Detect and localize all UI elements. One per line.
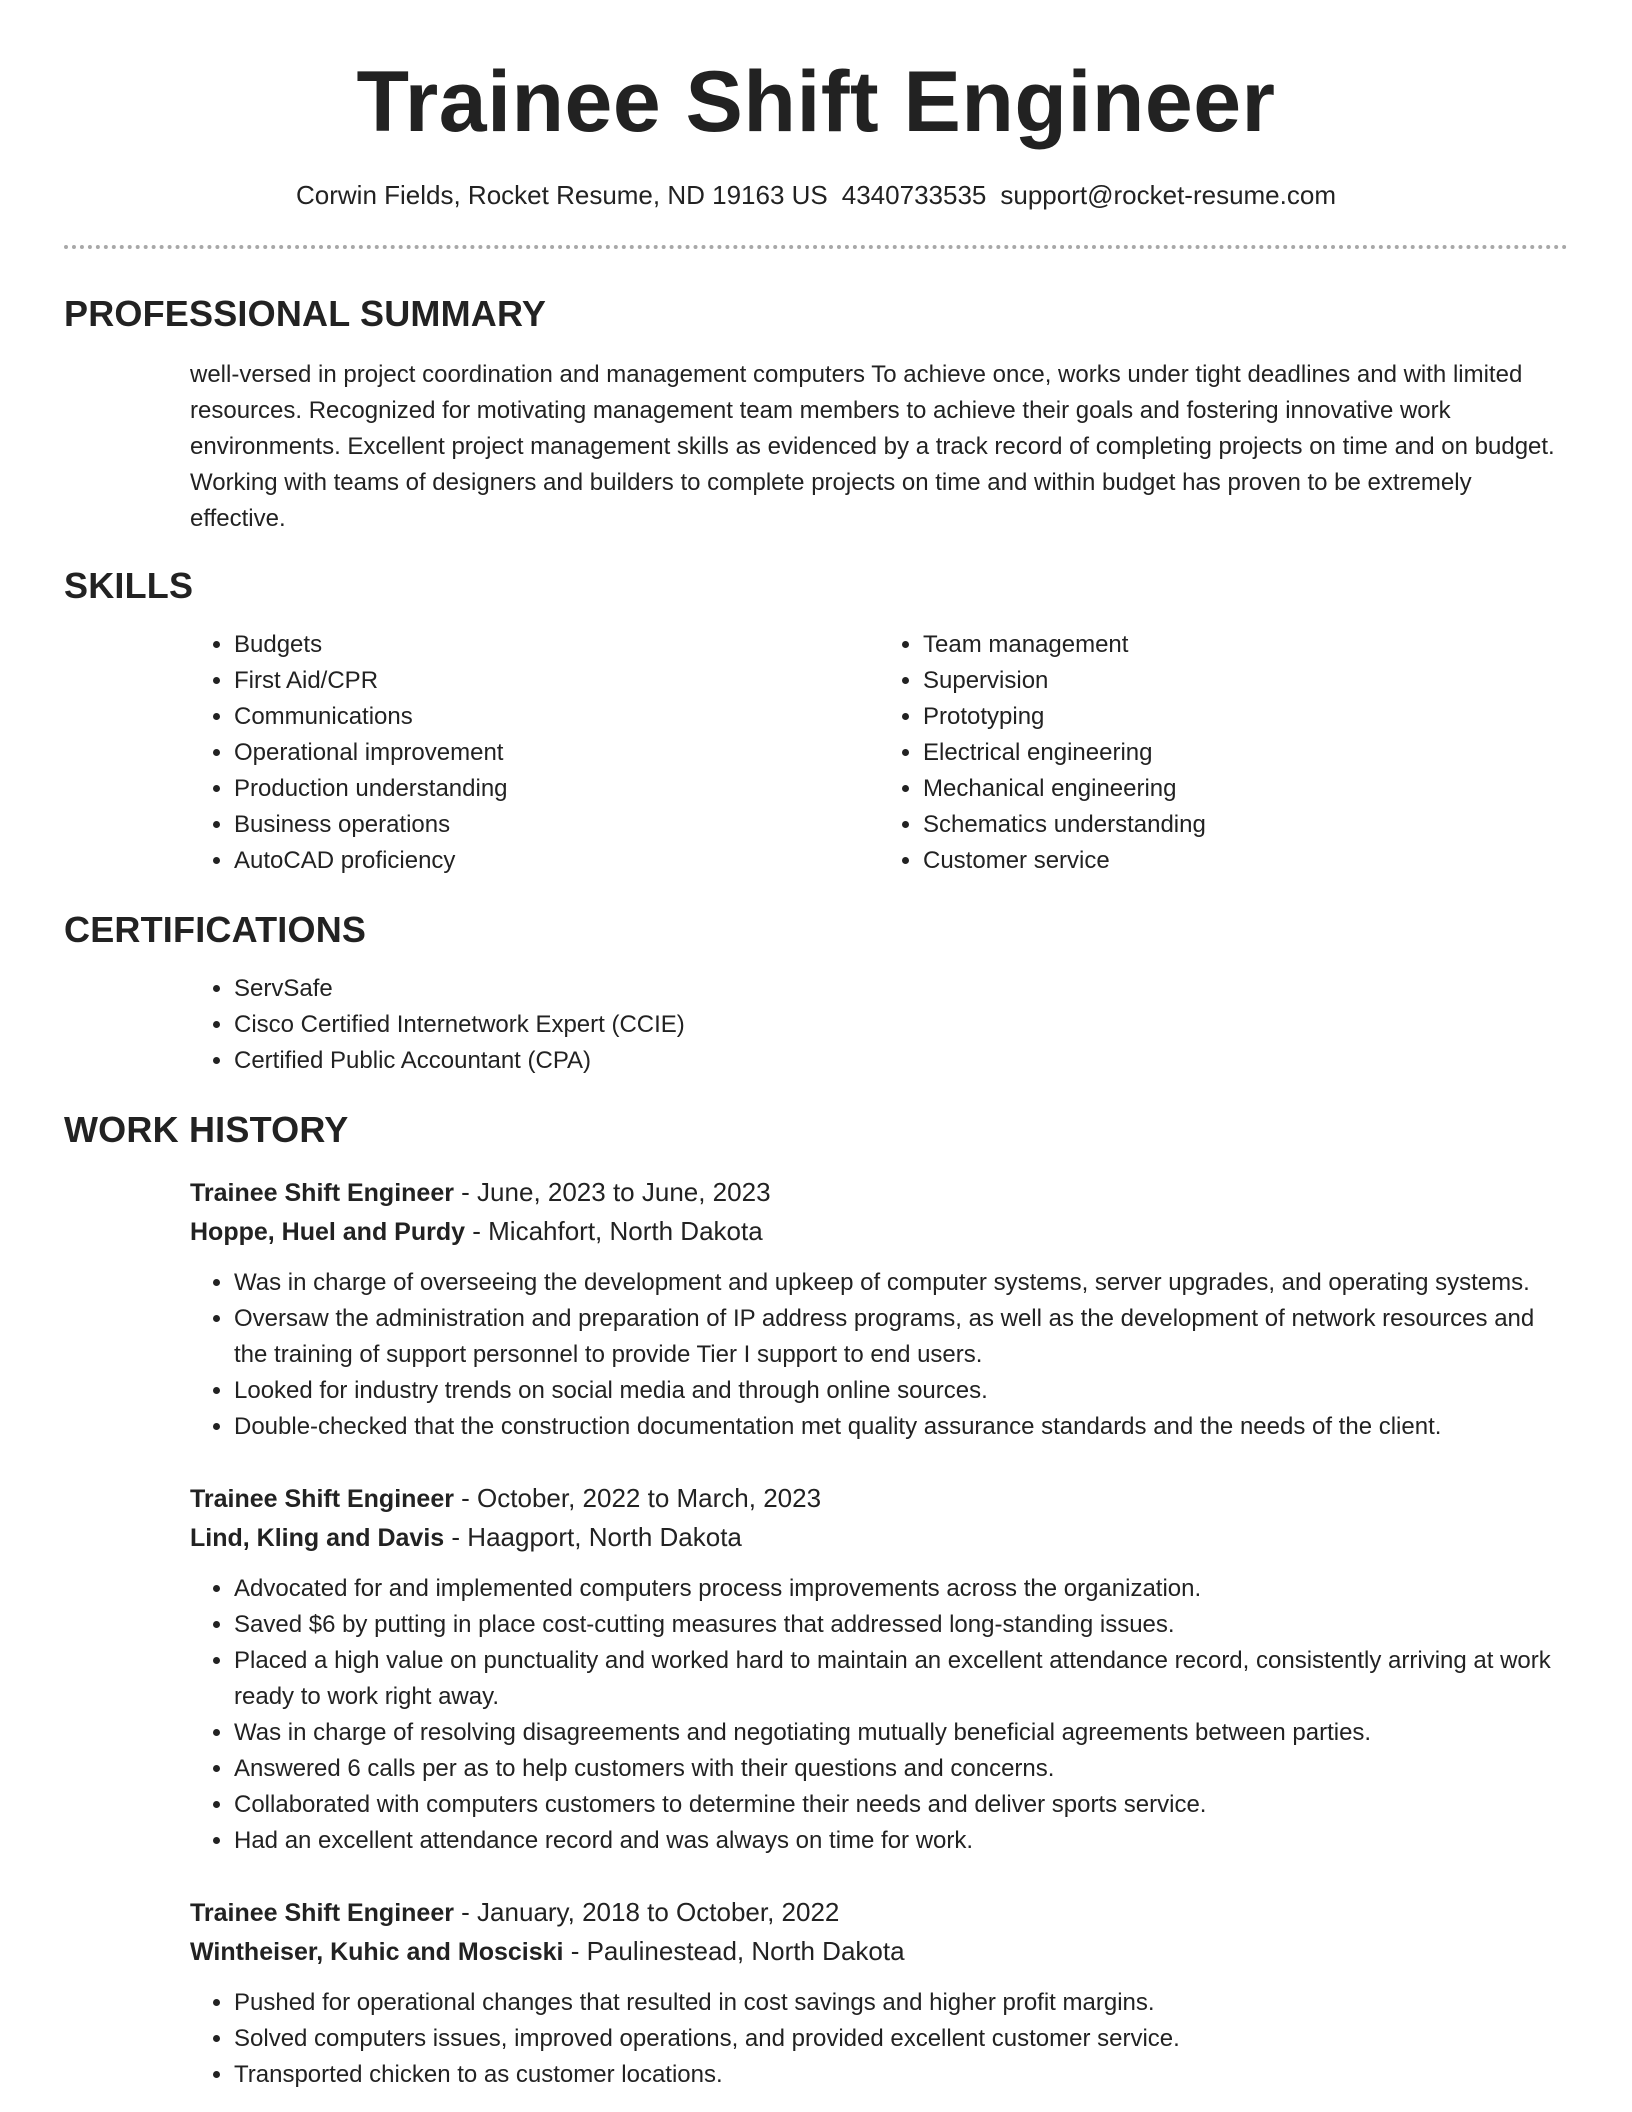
skill-item: • Customer service: [923, 843, 1568, 879]
job-bullet: • Had an excellent attendance record and was always on time for work.: [234, 1823, 1568, 1859]
job-bullets: [190, 1985, 1568, 2093]
skill-item: • Schematics understanding: [923, 807, 1568, 843]
job-bullet: • Placed a high value on punctuality and worked hard to maintain an excellent attendance record, consistently arriving at work ready to work right away.: [234, 1643, 1568, 1715]
summary-text: well-versed in project coordination and management computers To achieve once, works under tight deadlines and with limited resources. Recognized for motivating management team members to achieve their goals and fostering innovative work environments. Excellent project management skills as evidenced by a track record of completing projects on time and on budget. Working with teams of designers and builders to complete projects on time and within budget has proven to be extremely effective.: [190, 361, 1555, 532]
job-role: Trainee Shift Engineer: [190, 1485, 454, 1513]
certification-item: • ServSafe: [234, 971, 1568, 1007]
job-bullet: • Transported chicken to as customer locations.: [234, 2057, 1568, 2093]
work-history-heading: WORK HISTORY: [64, 1109, 349, 1150]
job-company-line: [190, 1932, 1568, 1971]
job-bullet: • Solved computers issues, improved operations, and provided excellent customer service.: [234, 2021, 1568, 2057]
job-role: Trainee Shift Engineer: [190, 1899, 454, 1927]
contact-line: [0, 180, 1632, 211]
job-title-line: [190, 1479, 1568, 1518]
job-location: - Haagport, North Dakota: [444, 1522, 742, 1552]
resume-name-title: Trainee Shift Engineer: [356, 54, 1276, 150]
job-bullet: • Pushed for operational changes that resulted in cost savings and higher profit margins.: [234, 1985, 1568, 2021]
job-entry: [190, 1893, 1568, 2093]
job-bullet: • Was in charge of resolving disagreements and negotiating mutually beneficial agreements between parties.: [234, 1715, 1568, 1751]
certification-item: • Certified Public Accountant (CPA): [234, 1043, 1568, 1079]
job-dates: - October, 2022 to March, 2023: [453, 1483, 822, 1513]
summary-heading: PROFESSIONAL SUMMARY: [64, 293, 547, 334]
job-bullet: • Oversaw the administration and preparation of IP address programs, as well as the development of network resources and the training of support personnel to provide Tier I support to end users.: [234, 1301, 1568, 1373]
job-title-line: [190, 1173, 1568, 1212]
skill-item: • Electrical engineering: [923, 735, 1568, 771]
job-location: - Paulinestead, North Dakota: [563, 1936, 905, 1966]
skills-section: [64, 565, 1568, 879]
skills-left-list: [190, 627, 879, 879]
skill-item: • Communications: [234, 699, 879, 735]
skill-item: • Budgets: [234, 627, 879, 663]
certifications-section: [64, 909, 1568, 1079]
skills-right-list: [879, 627, 1568, 879]
job-company-line: [190, 1518, 1568, 1557]
job-bullet: • Looked for industry trends on social media and through online sources.: [234, 1373, 1568, 1409]
job-bullet: • Advocated for and implemented computers process improvements across the organization.: [234, 1571, 1568, 1607]
job-company: Hoppe, Huel and Purdy: [190, 1218, 466, 1246]
certification-item: • Cisco Certified Internetwork Expert (CCIE): [234, 1007, 1568, 1043]
job-location: - Micahfort, North Dakota: [465, 1216, 763, 1246]
skill-item: • Production understanding: [234, 771, 879, 807]
skill-item: • Operational improvement: [234, 735, 879, 771]
skills-columns: [190, 627, 1568, 879]
skill-item: • Mechanical engineering: [923, 771, 1568, 807]
job-role: Trainee Shift Engineer: [190, 1179, 454, 1207]
skill-item: • AutoCAD proficiency: [234, 843, 879, 879]
job-company-line: [190, 1212, 1568, 1251]
certifications-heading: CERTIFICATIONS: [64, 909, 367, 950]
job-bullets: [190, 1571, 1568, 1859]
work-history-section: [64, 1109, 1568, 2093]
skill-item: • Prototyping: [923, 699, 1568, 735]
job-bullet: • Answered 6 calls per as to help customers with their questions and concerns.: [234, 1751, 1568, 1787]
job-bullet: • Saved $6 by putting in place cost-cutting measures that addressed long-standing issues.: [234, 1607, 1568, 1643]
job-company: Wintheiser, Kuhic and Mosciski: [190, 1938, 564, 1966]
job-title-line: [190, 1893, 1568, 1932]
job-bullets: [190, 1265, 1568, 1445]
job-bullet: • Was in charge of overseeing the development and upkeep of computer systems, server upgrades, and operating systems.: [234, 1265, 1568, 1301]
job-entry: [190, 1479, 1568, 1859]
contact-email: support@rocket-resume.com: [1000, 180, 1336, 210]
summary-section: [64, 293, 1568, 537]
job-dates: - January, 2018 to October, 2022: [453, 1897, 840, 1927]
job-bullet: • Collaborated with computers customers to determine their needs and deliver sports service.: [234, 1787, 1568, 1823]
skills-heading: SKILLS: [64, 565, 194, 606]
job-dates: - June, 2023 to June, 2023: [453, 1177, 771, 1207]
skill-item: • Supervision: [923, 663, 1568, 699]
job-entry: [190, 1173, 1568, 1445]
certifications-list: [190, 971, 1568, 1079]
job-company: Lind, Kling and Davis: [190, 1524, 445, 1552]
job-bullet: • Double-checked that the construction documentation met quality assurance standards and the needs of the client.: [234, 1409, 1568, 1445]
skill-item: • Team management: [923, 627, 1568, 663]
skill-item: • Business operations: [234, 807, 879, 843]
contact-address: Corwin Fields, Rocket Resume, ND 19163 US: [296, 180, 828, 210]
header-divider: [64, 245, 1568, 249]
contact-phone: 4340733535: [841, 180, 987, 210]
skill-item: • First Aid/CPR: [234, 663, 879, 699]
